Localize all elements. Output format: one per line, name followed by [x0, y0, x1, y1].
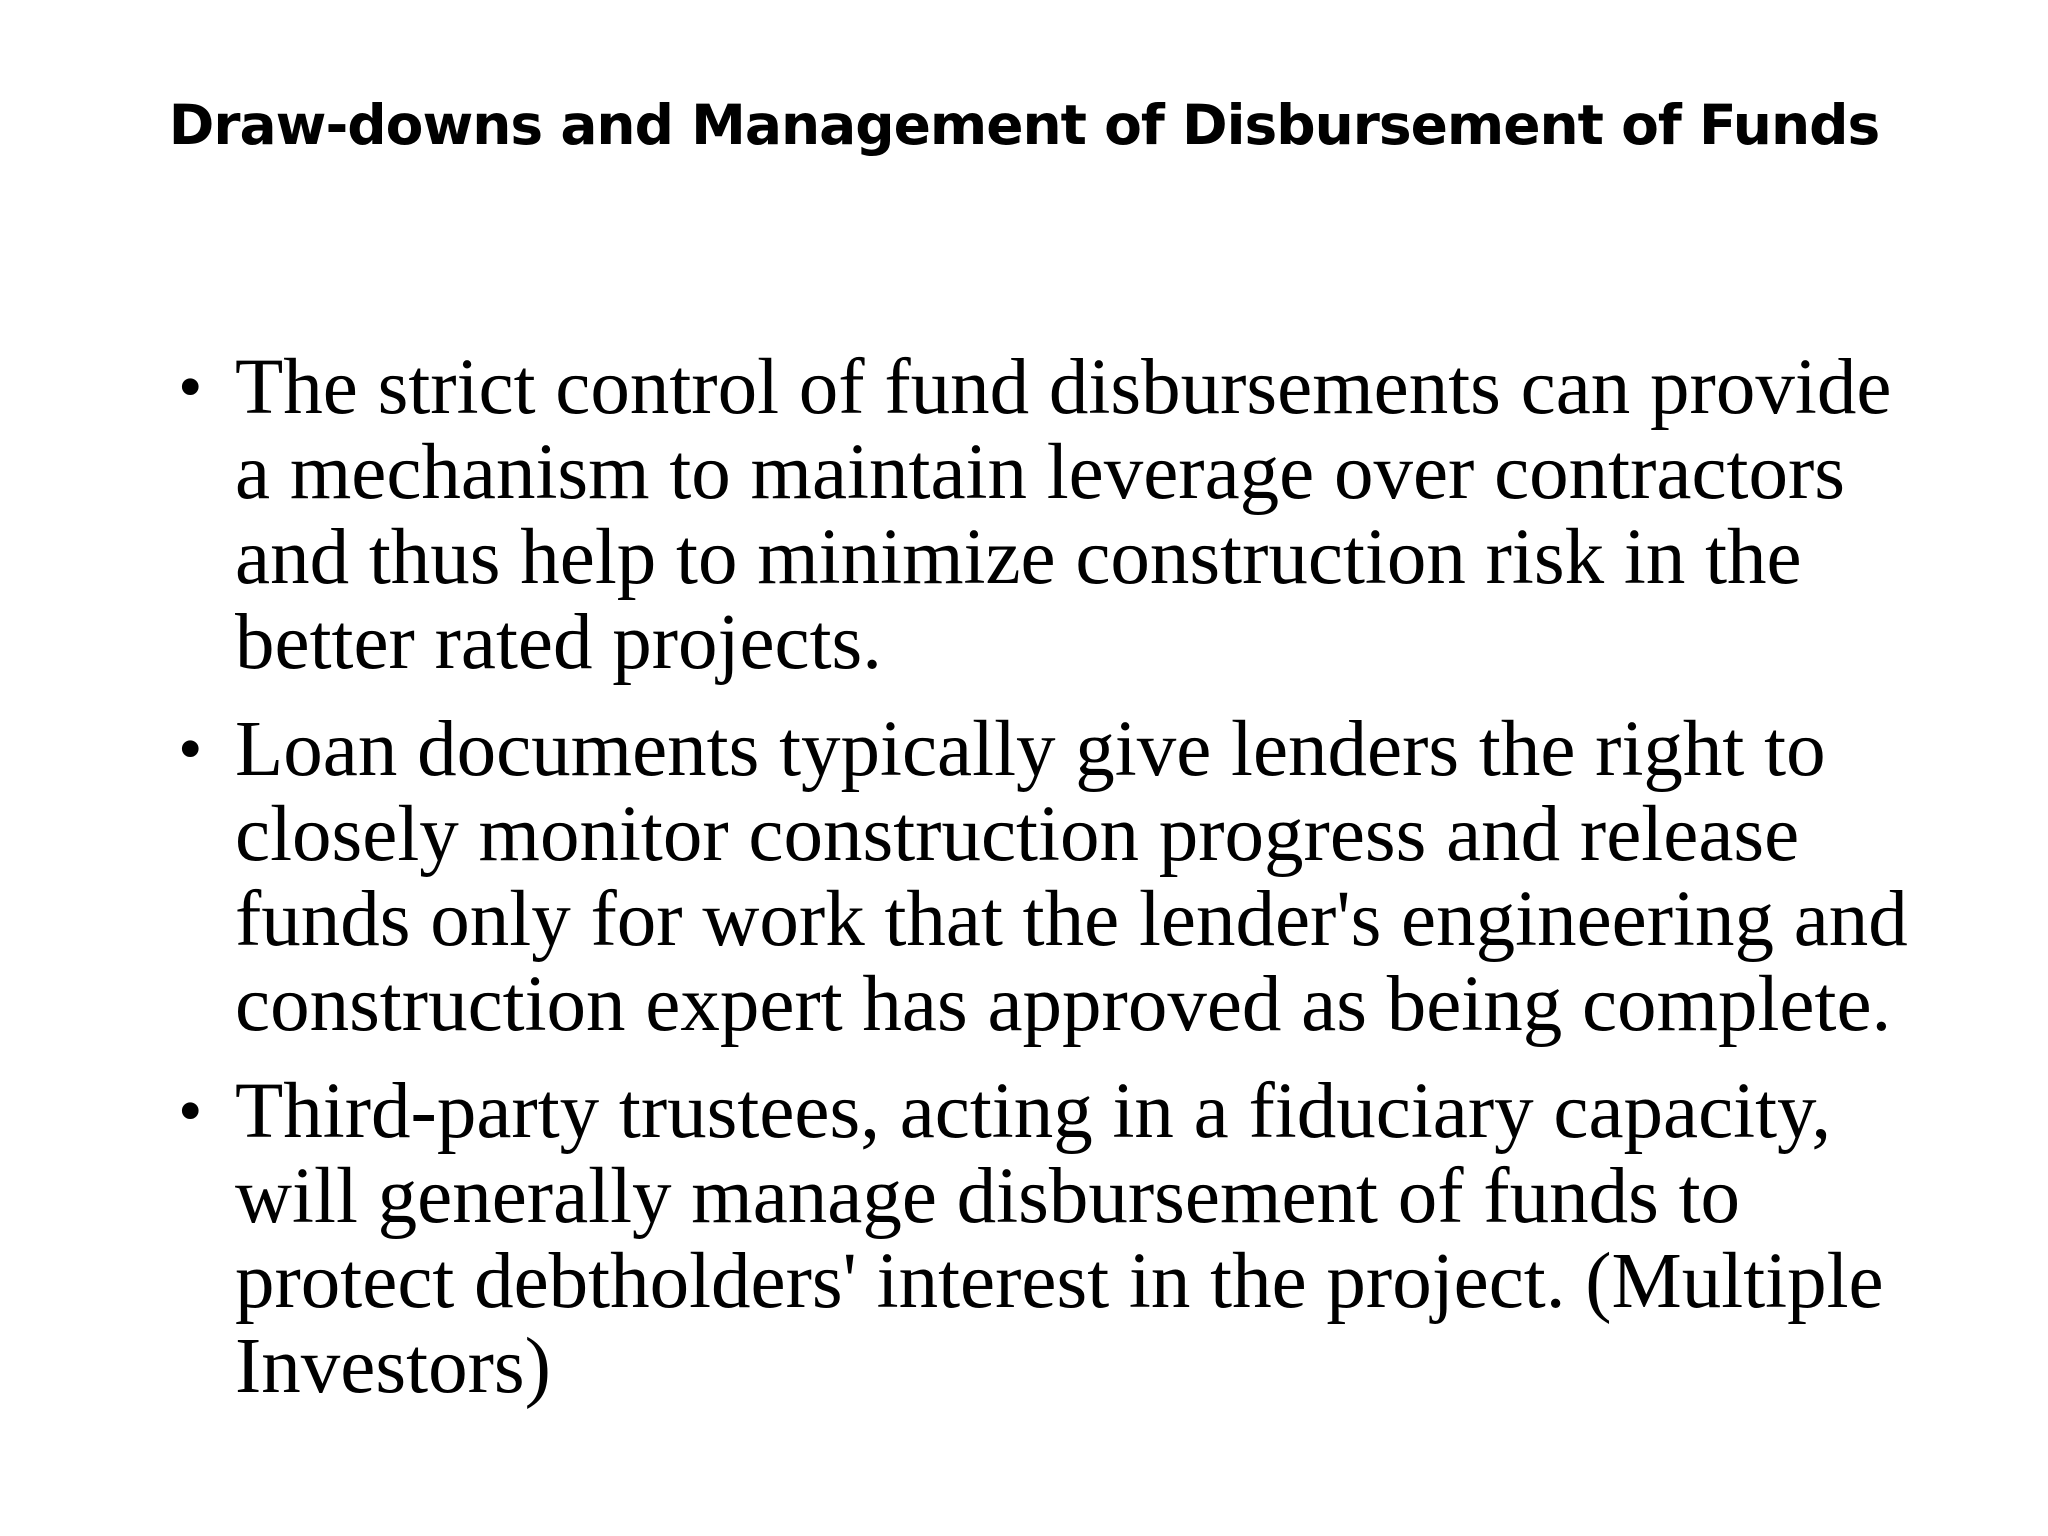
bullet-icon: • — [178, 711, 203, 788]
bullet-list — [178, 345, 1938, 1431]
bullet-item — [178, 1069, 1938, 1409]
bullet-text: The strict control of fund disbursements can provide a mechanism to maintain leverage over contractors and thus help to minimize construction risk in the better rated projects. — [235, 344, 1892, 686]
slide-title: Draw-downs and Management of Disbursement of Funds — [168, 93, 1880, 157]
bullet-item — [178, 707, 1938, 1047]
bullet-icon: • — [178, 1073, 203, 1150]
bullet-icon: • — [178, 349, 203, 426]
bullet-text: Third-party trustees, acting in a fiduciary capacity, will generally manage disbursement of funds to protect debtholders' interest in the project. (Multiple Investors) — [235, 1068, 1884, 1410]
bullet-text: Loan documents typically give lenders the right to closely monitor construction progress and release funds only for work that the lender's engineering and construction expert has approved as being complete. — [235, 706, 1908, 1048]
bullet-item — [178, 345, 1938, 685]
